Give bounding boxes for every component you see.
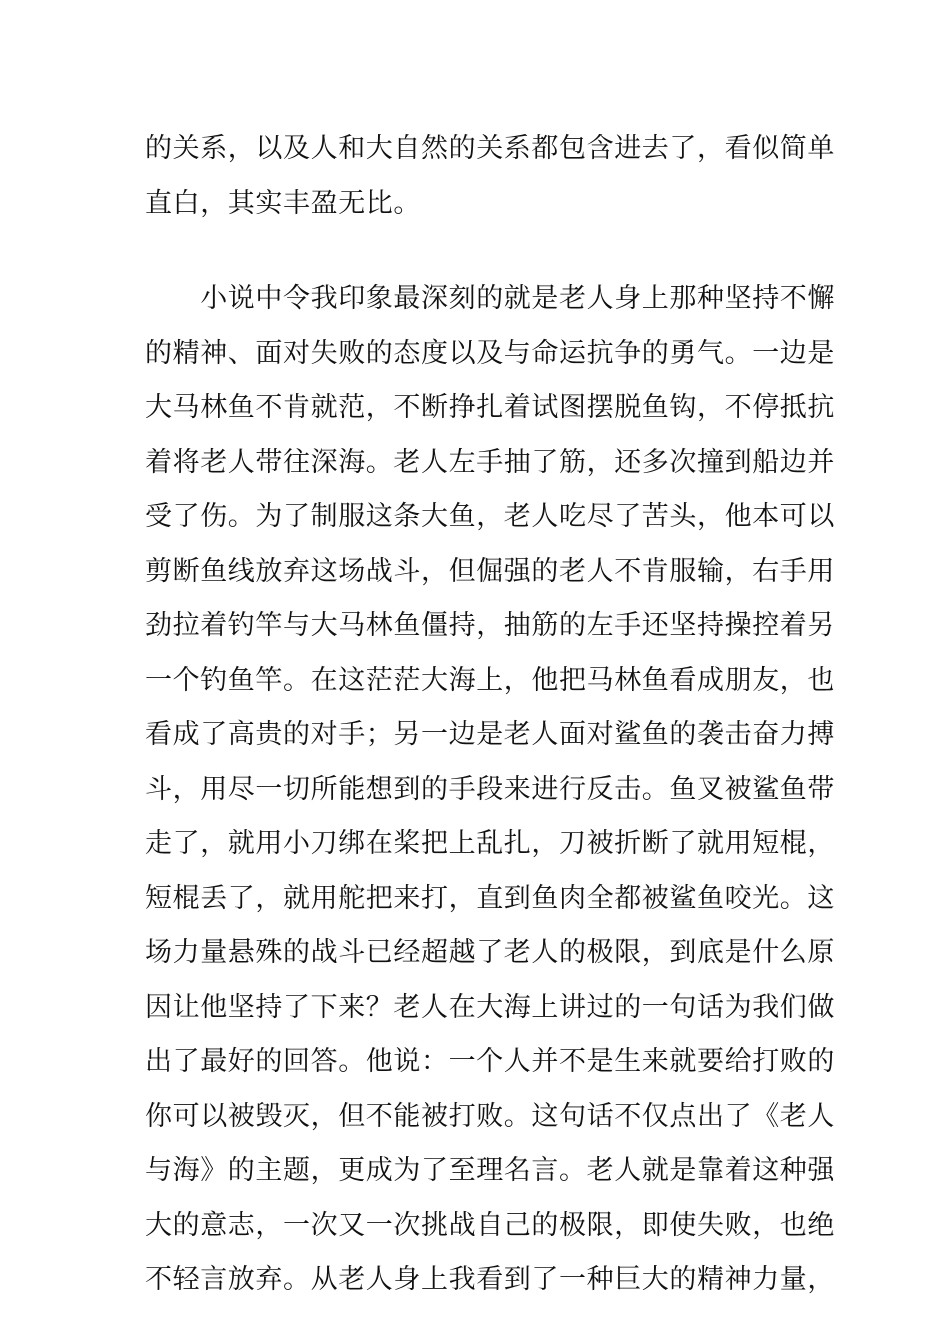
text-line: 短棍丢了，就用舵把来打，直到鱼肉全都被鲨鱼咬光。这 (145, 882, 835, 914)
text-line: 因让他坚持了下来？老人在大海上讲过的一句话为我们做 (145, 991, 835, 1023)
paragraph-continuation (145, 122, 835, 231)
text-line: 受了伤。为了制服这条大鱼，老人吃尽了苦头，他本可以 (145, 501, 835, 532)
paragraph-main (145, 272, 835, 1308)
text-line: 走了，就用小刀绑在桨把上乱扎，刀被折断了就用短棍， (145, 828, 835, 859)
text-line: 大马林鱼不肯就范，不断挣扎着试图摆脱鱼钩，不停抵抗 (145, 392, 835, 423)
text-line: 劲拉着钓竿与大马林鱼僵持，抽筋的左手还坚持操控着另 (145, 610, 835, 641)
text-line: 的精神、面对失败的态度以及与命运抗争的勇气。一边是 (145, 337, 835, 369)
text-line: 剪断鱼线放弃这场战斗，但倔强的老人不肯服输，右手用 (145, 555, 835, 587)
text-line: 看成了高贵的对手；另一边是老人面对鲨鱼的袭击奋力搏 (145, 719, 835, 750)
text-line: 大的意志，一次又一次挑战自己的极限，即使失败，也绝 (145, 1209, 835, 1241)
text-line: 直白，其实丰盈无比。 (145, 187, 421, 219)
text-line: 与海》的主题，更成为了至理名言。老人就是靠着这种强 (145, 1155, 835, 1186)
text-line: 着将老人带往深海。老人左手抽了筋，还多次撞到船边并 (145, 446, 835, 478)
text-line: 斗，用尽一切所能想到的手段来进行反击。鱼叉被鲨鱼带 (145, 773, 835, 805)
text-line: 你可以被毁灭，但不能被打败。这句话不仅点出了《老人 (145, 1100, 835, 1132)
text-line: 小说中令我印象最深刻的就是老人身上那种坚持不懈 (145, 283, 835, 314)
text-line: 的关系，以及人和大自然的关系都包含进去了，看似简单 (145, 133, 835, 164)
text-line: 一个钓鱼竿。在这茫茫大海上，他把马林鱼看成朋友，也 (145, 664, 835, 696)
text-line: 不轻言放弃。从老人身上我看到了一种巨大的精神力量， (145, 1264, 835, 1295)
text-line: 场力量悬殊的战斗已经超越了老人的极限，到底是什么原 (145, 937, 835, 968)
text-line: 出了最好的回答。他说：一个人并不是生来就要给打败的 (145, 1046, 835, 1077)
